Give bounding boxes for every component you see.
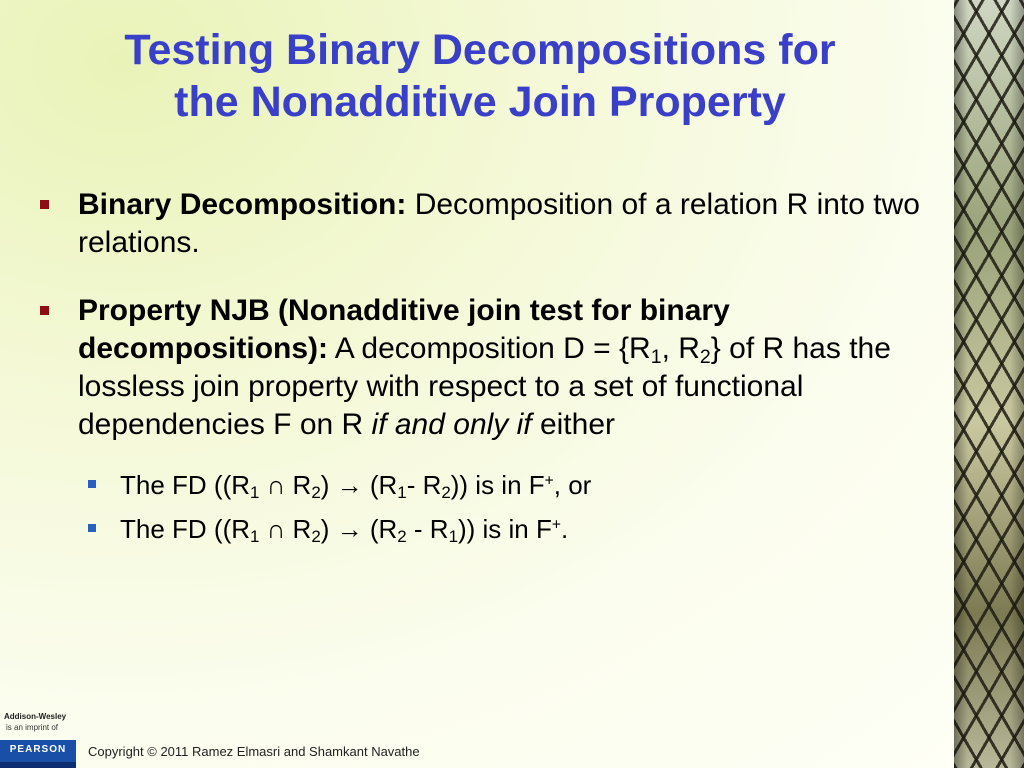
text-segment: either xyxy=(531,408,616,441)
text-segment: The FD ((R xyxy=(120,514,250,544)
imprint-text: is an imprint of xyxy=(6,723,59,732)
text-segment: } of R has the lossless join property with respect to a set of functional dependencies F on R xyxy=(78,332,891,441)
bullet-definition: Decomposition of a relation R into two relations. xyxy=(78,188,920,259)
subscript: 2 xyxy=(699,345,711,368)
title-line-2: the Nonadditive Join Property xyxy=(174,78,786,126)
subscript: 1 xyxy=(448,527,458,547)
text-segment: , or xyxy=(553,470,592,500)
text-segment: - R xyxy=(406,470,442,500)
subscript: 2 xyxy=(397,527,407,547)
text-segment: The FD ((R xyxy=(120,470,250,500)
sub-bullet-text xyxy=(120,512,948,546)
subscript: 2 xyxy=(311,483,321,503)
sub-bullet-text xyxy=(120,468,948,502)
superscript: + xyxy=(544,472,554,490)
bullet-marker xyxy=(40,200,49,209)
bullet-term: Binary Decomposition: xyxy=(78,188,407,221)
text-segment: )) is in F xyxy=(457,514,552,544)
decorative-strip-shade xyxy=(954,0,1024,768)
text-segment: A decomposition D = {R xyxy=(328,332,651,365)
text-segment: ∩ R xyxy=(259,514,312,544)
subscript: 1 xyxy=(250,527,260,547)
sub-bullet-fd-1 xyxy=(88,468,948,502)
copyright-text: Copyright © 2011 Ramez Elmasri and Shamkant Navathe xyxy=(88,744,420,759)
text-segment: ) → (R xyxy=(320,514,398,544)
superscript: + xyxy=(551,516,561,534)
subscript: 1 xyxy=(250,483,260,503)
bullet-term: Property NJB (Nonadditive join test for binary decompositions): xyxy=(78,294,730,365)
text-segment: - R xyxy=(406,514,449,544)
slide-title xyxy=(30,24,930,128)
subscript: 1 xyxy=(397,483,407,503)
pearson-logo: PEARSON xyxy=(0,740,76,768)
sub-bullet-marker xyxy=(88,524,96,532)
sub-bullet-marker xyxy=(88,480,96,488)
bullet-binary-decomposition xyxy=(40,186,940,262)
italic-condition: if and only if xyxy=(371,408,532,441)
sub-bullet-fd-2 xyxy=(88,512,948,546)
text-segment: ) → (R xyxy=(320,470,398,500)
bullet-marker xyxy=(40,306,49,315)
text-segment: )) is in F xyxy=(450,470,545,500)
subscript: 1 xyxy=(650,345,662,368)
text-segment: , R xyxy=(661,332,700,365)
subscript: 2 xyxy=(311,527,321,547)
bullet-text xyxy=(78,186,940,262)
title-line-1: Testing Binary Decompositions for xyxy=(124,26,836,74)
bullet-text xyxy=(78,292,940,444)
subscript: 2 xyxy=(441,483,451,503)
text-segment: . xyxy=(560,514,569,544)
publisher-name: Addison-Wesley xyxy=(4,712,67,721)
bullet-property-njb xyxy=(40,292,940,444)
text-segment: ∩ R xyxy=(259,470,312,500)
